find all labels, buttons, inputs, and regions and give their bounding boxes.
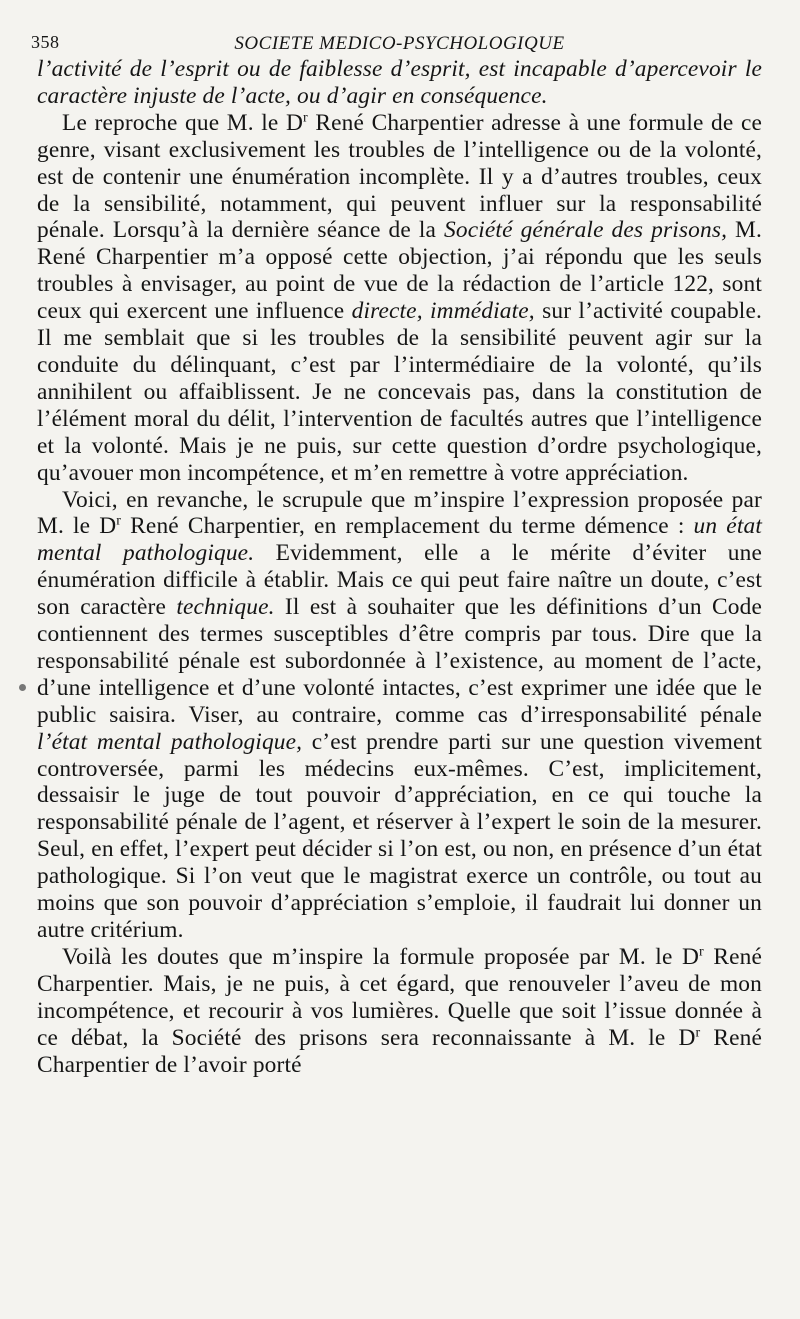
superscript: r <box>116 512 122 529</box>
paragraph-1 <box>37 110 762 487</box>
superscript: r <box>303 109 308 126</box>
superscript: r <box>695 1024 701 1041</box>
italic-phrase: Société générale des prisons, <box>444 217 728 244</box>
text-run: Le reproche que M. le D <box>62 109 304 136</box>
text-run: c’est prendre parti sur une question vivement controversée, parmi les médecins eux-mêmes. C’est, implicitement, dessaisir le juge de tout pouvoir d’appréciation, en ce qui touche la responsabilité pénale de l’agent, et réserver à l’expert le soin de la mesurer. Seul, en effet, l’expert peut décider si l’on est, ou non, en présence d’un état pathologique. Si l’on veut que le magistrat exerce un contrôle, ou tout au moins que son pouvoir d’appréciation s’emploie, il faudrait lui donner un autre critérium. <box>37 728 762 943</box>
text-run: Voilà les doutes que m’inspire la formule proposée par M. le D <box>62 943 700 970</box>
text-run: René Charpentier. Mais, je ne puis, à cet égard, que renouveler l’aveu de mon incompétence, et recourir à vos lumières. Quelle que soit l’issue donnée à ce débat, la Société des prisons sera reconnaissante à M. le D <box>37 943 762 1051</box>
paragraph-3 <box>37 944 762 1079</box>
body-text <box>37 56 762 1078</box>
italic-phrase: l’état mental pathologique, <box>37 728 303 755</box>
paragraph-continued: l’activité de l’esprit ou de faiblesse d’esprit, est incapable d’apercevoir le caractère injuste de l’acte, ou d’agir en conséquence. <box>37 56 762 109</box>
text-run: René Charpentier, en remplacement du terme démence : <box>121 513 694 540</box>
margin-mark <box>19 684 26 691</box>
running-head <box>31 26 762 56</box>
text-run: M. René Charpentier m’a opposé cette objection, j’ai répondu que les seuls troubles à envisager, au point de vue de la rédaction de l’article 122, sont ceux qui exercent une influence <box>37 217 762 325</box>
italic-phrase: directe, immédiate, <box>351 298 535 325</box>
page-number: 358 <box>31 32 60 52</box>
text-run: sur l’activité coupable. Il me semblait que si les troubles de la sensibilité peuvent agir sur la conduite du délinquant, c’est par l’intermédiaire de la volonté, qu’ils annihilent ou affaiblissent. Je ne concevais pas, dans la constitution de l’élément moral du délit, l’intervention de facultés autres que l’intelligence et la volonté. Mais je ne puis, sur cette question d’ordre psychologique, qu’avouer mon incompétence, et m’en remettre à votre appréciation. <box>37 298 762 486</box>
text-run: René Charpentier de l’avoir porté <box>37 1024 762 1078</box>
italic-phrase: technique. <box>176 594 275 621</box>
superscript: r <box>699 943 704 960</box>
paragraph-2 <box>37 487 762 944</box>
text-run: Voici, en revanche, le scrupule que m’inspire l’expression proposée par M. le D <box>37 486 762 540</box>
text-run: Evidemment, elle a le mérite d’éviter une énumération difficile à établir. Mais ce qui peut faire naître un doute, c’est son caractère <box>37 540 762 621</box>
text-run: René Charpentier adresse à une formule de ce genre, visant exclusivement les troubles de l’intelligence ou de la volonté, est de contenir une énumération incomplète. Il y a d’autres troubles, ceux de la sensibilité, notamment, qui peuvent influer sur la responsabilité pénale. Lorsqu’à la dernière séance de la <box>37 109 763 244</box>
journal-title: SOCIETE MEDICO-PSYCHOLOGIQUE <box>234 33 565 54</box>
text-run: Il est à souhaiter que les définitions d’un Code contiennent des termes susceptibles d’être compris par tous. Dire que la responsabilité pénale est subordonnée à l’existence, au moment de l’acte, d’une intelligence et d’une volonté intactes, c’est exprimer une idée que le public saisira. Viser, au contraire, comme cas d’irresponsabilité pénale <box>37 594 762 728</box>
italic-phrase: un état mental pathologique. <box>37 513 762 567</box>
